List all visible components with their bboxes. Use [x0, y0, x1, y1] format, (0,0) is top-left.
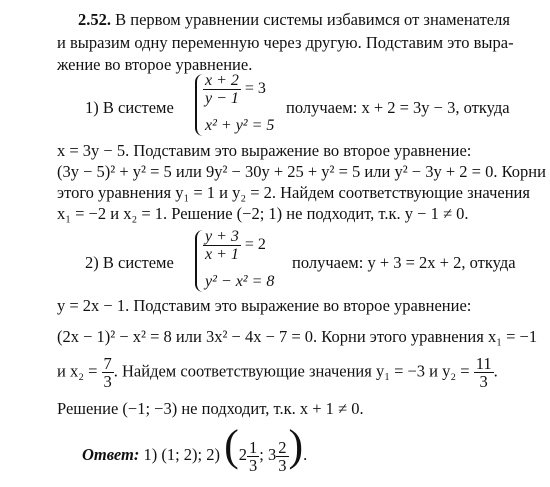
case2-label: 2) В системе	[85, 253, 174, 272]
case2-line-3-b: . Найдем соответствующие значения y₁ = −3 и y₂ =	[113, 361, 470, 381]
case2-line-1: y = 2x − 1. Подставим это выражение во второе уравнение:	[57, 296, 472, 315]
case2-line-3-c: .	[493, 361, 498, 381]
case1-line-4: x₁ = −2 и x₂ = 1. Решение (−2; 1) не подходит, т.к. y − 1 ≠ 0.	[57, 204, 469, 223]
case1-eq1-numerator: x + 2	[205, 72, 239, 89]
answer-separator: ; 3	[259, 445, 277, 464]
answer-line	[82, 421, 308, 475]
case2-eq1-rhs: = 2	[244, 236, 266, 254]
intro-text-1: В первом уравнении системы избавимся от знаменателя	[115, 10, 510, 29]
answer-end: .	[303, 445, 308, 464]
case2-eq1-numerator: y + 3	[205, 228, 239, 245]
case2-eq2: y² − x² = 8	[205, 273, 275, 290]
problem-number: 2.52.	[78, 10, 111, 29]
y2-denominator: 3	[479, 372, 488, 391]
answer-close-paren: )	[288, 421, 304, 470]
case2-line-2: (2x − 1)² − x² = 8 или 3x² − 4x − 7 = 0. Корни этого уравнения x₁ = −1	[57, 327, 538, 346]
answer-part1: 1) (1; 2); 2)	[143, 445, 221, 464]
case1-line-2: (3y − 5)² + y² = 5 или 9y² − 30y + 25 + y² = 5 или y² − 3y + 2 = 0. Корни	[57, 162, 546, 181]
case1-label: 1) В системе	[85, 98, 174, 117]
answer-frac2-numerator: 2	[278, 437, 287, 457]
answer-frac1-denominator: 3	[249, 455, 258, 475]
case1-eq1-denominator: y − 1	[205, 90, 239, 107]
case2-line-4: Решение (−1; −3) не подходит, т.к. x + 1 ≠ 0.	[57, 399, 364, 418]
answer-frac2-denominator: 3	[278, 455, 287, 475]
answer-open-paren: (	[224, 421, 239, 470]
case1-line-3: этого уравнения y₁ = 1 и y₂ = 2. Найдем соответствующие значения	[57, 183, 530, 202]
case2-after: получаем: y + 3 = 2x + 2, откуда	[292, 253, 516, 272]
x2-denominator: 3	[103, 372, 112, 391]
case2-eq1-denominator: x + 1	[205, 246, 239, 263]
case1-eq1-rhs: = 3	[244, 80, 266, 98]
case1-line-1: x = 3y − 5. Подставим это выражение во второе уравнение:	[57, 141, 472, 160]
intro-line-3: жение во второе уравнение.	[57, 55, 253, 74]
case1-eq2: x² + y² = 5	[205, 117, 275, 134]
x2-numerator: 7	[103, 354, 112, 373]
answer-label: Ответ:	[82, 445, 140, 464]
case2-line-3-a: и x₂ =	[57, 361, 98, 381]
answer-whole-1: 2	[238, 445, 248, 464]
intro-line-1	[78, 10, 510, 30]
case1-eq1	[203, 72, 266, 107]
answer-frac1-numerator: 1	[249, 437, 258, 457]
case1-after: получаем: x + 2 = 3y − 3, откуда	[286, 98, 510, 117]
y2-numerator: 11	[475, 354, 492, 373]
case2-eq1	[203, 228, 266, 263]
case2-line-3	[57, 355, 498, 390]
intro-line-2: и выразим одну переменную через другую. Подставим это выра-	[57, 33, 514, 52]
